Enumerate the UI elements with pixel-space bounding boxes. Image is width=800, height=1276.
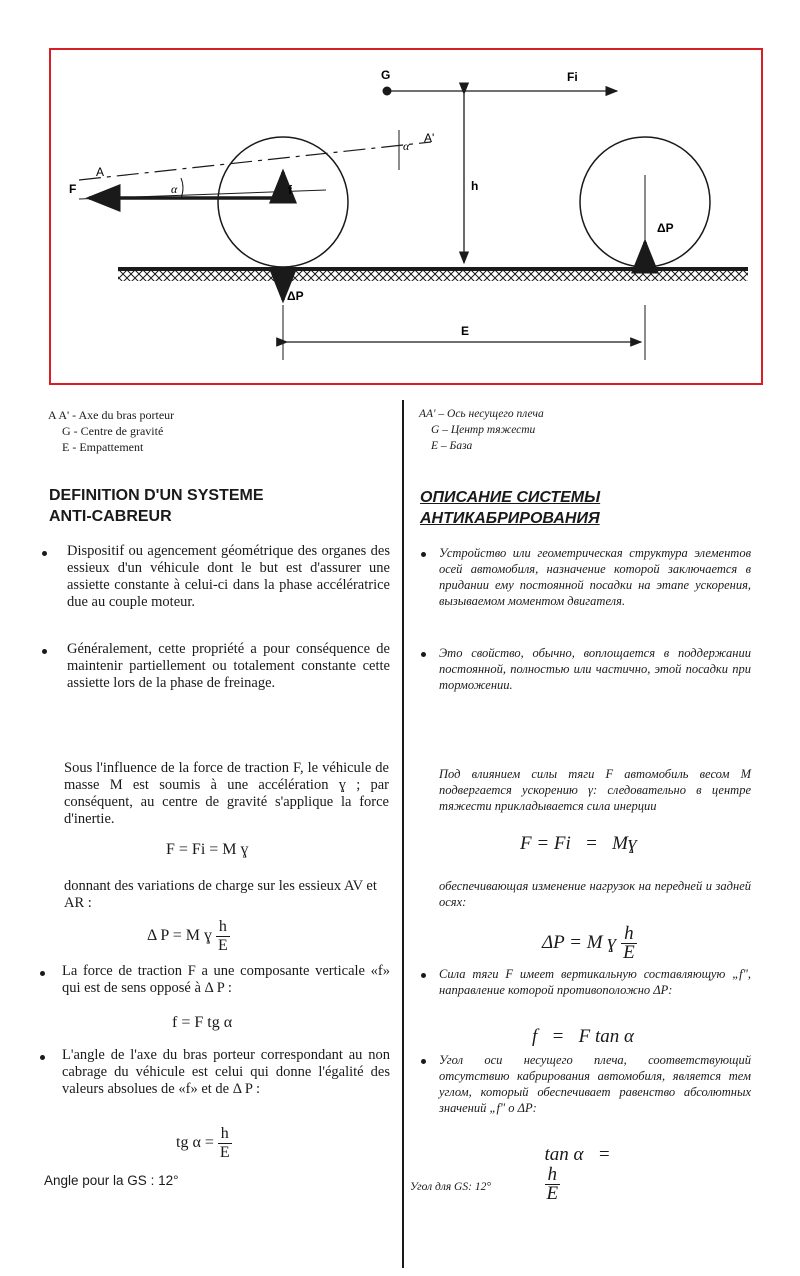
ru-paragraph-1: Под влиянием силы тяги F автомобиль весом M подвергается ускорению γ: следовательно в центре тяжести прикладывается сила инерции [439, 767, 751, 813]
legend-fr-row [48, 407, 174, 423]
fr-angle-note: Angle pour la GS : 12° [44, 1173, 179, 1188]
fraction [621, 925, 637, 962]
fr-formula-2 [147, 918, 230, 955]
legend-ru-row [419, 438, 544, 454]
bullet-dot [421, 552, 426, 557]
legend-text: – База [438, 440, 473, 452]
bullet-dot [421, 1059, 426, 1064]
fr-formula-3: f = F tg α [172, 1014, 233, 1031]
fraction-denominator: E [217, 937, 228, 954]
fraction [545, 1166, 561, 1203]
formula-left: Δ P = M ɣ [147, 927, 212, 945]
label-f-traction: F [69, 182, 77, 196]
legend-text: - Axe du bras porteur [69, 408, 175, 422]
bullet-dot [40, 971, 45, 976]
fraction-numerator: h [218, 1125, 232, 1144]
fr-bullet-3: La force de traction F a une composante verticale «f» qui est de sens opposé à Δ P : [62, 963, 390, 996]
diagram-svg [51, 50, 765, 387]
fr-paragraph-1: Sous l'influence de la force de traction F, le véhicule de masse M est soumis à une accélération ɣ ; par conséquent, au centre de gravité s'applique la force d'inertie. [64, 760, 389, 827]
heading-russian [420, 487, 600, 529]
ru-formula-2 [542, 925, 637, 962]
fr-formula-4 [176, 1125, 232, 1162]
fraction-numerator: h [621, 925, 637, 944]
label-alpha-rear: α [403, 139, 410, 153]
anti-squat-diagram [49, 48, 763, 385]
bullet-dot [421, 652, 426, 657]
legend-text: – Ось несущего плеча [435, 408, 544, 420]
fr-formula-1: F = Fi = M ɣ [166, 841, 249, 858]
fraction [218, 1125, 232, 1162]
label-delta-p-rear: ΔP [657, 221, 674, 235]
ru-formula-1: F = Fi = Mɣ [520, 833, 638, 854]
legend-ru-row [419, 422, 544, 438]
ru-bullet-1: Устройство или геометрическая структура элементов осей автомобиля, назначение которой заключается в придании ему постоянной посадки на этапе ускорения, вызываемом моментом двигателя. [439, 546, 751, 608]
ru-bullet-2: Это свойство, обычно, воплощается в поддержании постоянной, полностью или частично, этой посадки при торможении. [439, 646, 751, 692]
label-h: h [471, 179, 479, 193]
label-delta-p-front: ΔP [287, 289, 304, 303]
legend-fr-row [48, 423, 174, 439]
ground-hatching [118, 270, 748, 281]
legend-text: – Центр тяжести [439, 424, 536, 436]
bullet-dot [42, 649, 47, 654]
front-wheel [218, 137, 348, 267]
fraction-denominator: E [546, 1183, 559, 1204]
formula-left: ΔP = M ɣ [542, 931, 617, 953]
center-of-gravity-dot [383, 87, 392, 96]
arm-axis-line [79, 142, 431, 180]
formula-left: tan α = [544, 1144, 611, 1165]
legend-code: A A' [48, 408, 70, 422]
fraction-numerator: h [545, 1166, 561, 1185]
ru-paragraph-2: обеспечивающая изменение нагрузок на передней и задней осях: [439, 879, 751, 909]
fraction [216, 918, 230, 955]
legend-fr-row [48, 439, 174, 455]
label-alpha-front: α [171, 182, 178, 196]
label-a-prime: A' [424, 131, 435, 145]
ru-formula-4 [535, 1122, 611, 1203]
legend-ru-row [419, 406, 544, 422]
fr-bullet-1: Dispositif ou agencement géométrique des organes des essieux d'un véhicule dont le but est d'assurer une assiette constante à celui-ci dans la phase accélératrice due au couple moteur. [67, 543, 390, 610]
fr-bullet-4: L'angle de l'axe du bras porteur correspondant au non cabrage du véhicule est celui qui donne l'égalité des valeurs absolues de «f» et de Δ P : [62, 1047, 390, 1097]
bullet-dot [40, 1055, 45, 1060]
legend-code: E [431, 440, 439, 452]
fraction-denominator: E [219, 1144, 230, 1161]
label-f-vertical: f [288, 183, 292, 197]
fr-bullet-2: Généralement, cette propriété a pour conséquence de maintenir partiellement ou totalement constante cette assiette lors de la phase de freinage. [67, 641, 390, 691]
label-a: A [96, 165, 105, 179]
formula-left: tg α = [176, 1134, 214, 1152]
bullet-dot [42, 551, 47, 556]
heading-line: АНТИКАБРИРОВАНИЯ [420, 510, 600, 527]
label-fi: Fi [567, 70, 578, 84]
legend-code: AA' [419, 408, 436, 420]
ru-formula-3: f = F tan α [532, 1026, 634, 1047]
heading-french [49, 485, 263, 527]
legend-french [48, 407, 174, 455]
legend-russian [419, 406, 544, 454]
heading-line: ANTI-CABREUR [49, 508, 172, 525]
heading-line: DEFINITION D'UN SYSTEME [49, 487, 264, 504]
legend-text: - Centre de gravité [70, 424, 164, 438]
fraction-numerator: h [216, 918, 230, 937]
label-g: G [381, 68, 391, 82]
legend-code: G [62, 424, 71, 438]
ru-angle-note: Угол для GS: 12° [410, 1181, 491, 1193]
ru-bullet-3: Сила тяги F имеет вертикальную составляющую „f", направление которой противоположно ΔP: [439, 967, 751, 997]
legend-code: E [62, 440, 70, 454]
label-e: E [461, 324, 470, 338]
fraction-denominator: E [623, 942, 635, 963]
legend-code: G [431, 424, 440, 436]
heading-line: ОПИСАНИЕ СИСТЕМЫ [420, 489, 601, 506]
ru-bullet-4: Угол оси несущего плеча, соответствующий отсутствию кабрирования автомобиля, является тем углом, который обеспечивает равенство абсолютных значений „f" о ΔP: [439, 1053, 751, 1115]
column-divider [402, 400, 404, 1268]
legend-text: - Empattement [69, 440, 144, 454]
bullet-dot [421, 973, 426, 978]
fr-paragraph-2: donnant des variations de charge sur les essieux AV et AR : [64, 878, 377, 911]
